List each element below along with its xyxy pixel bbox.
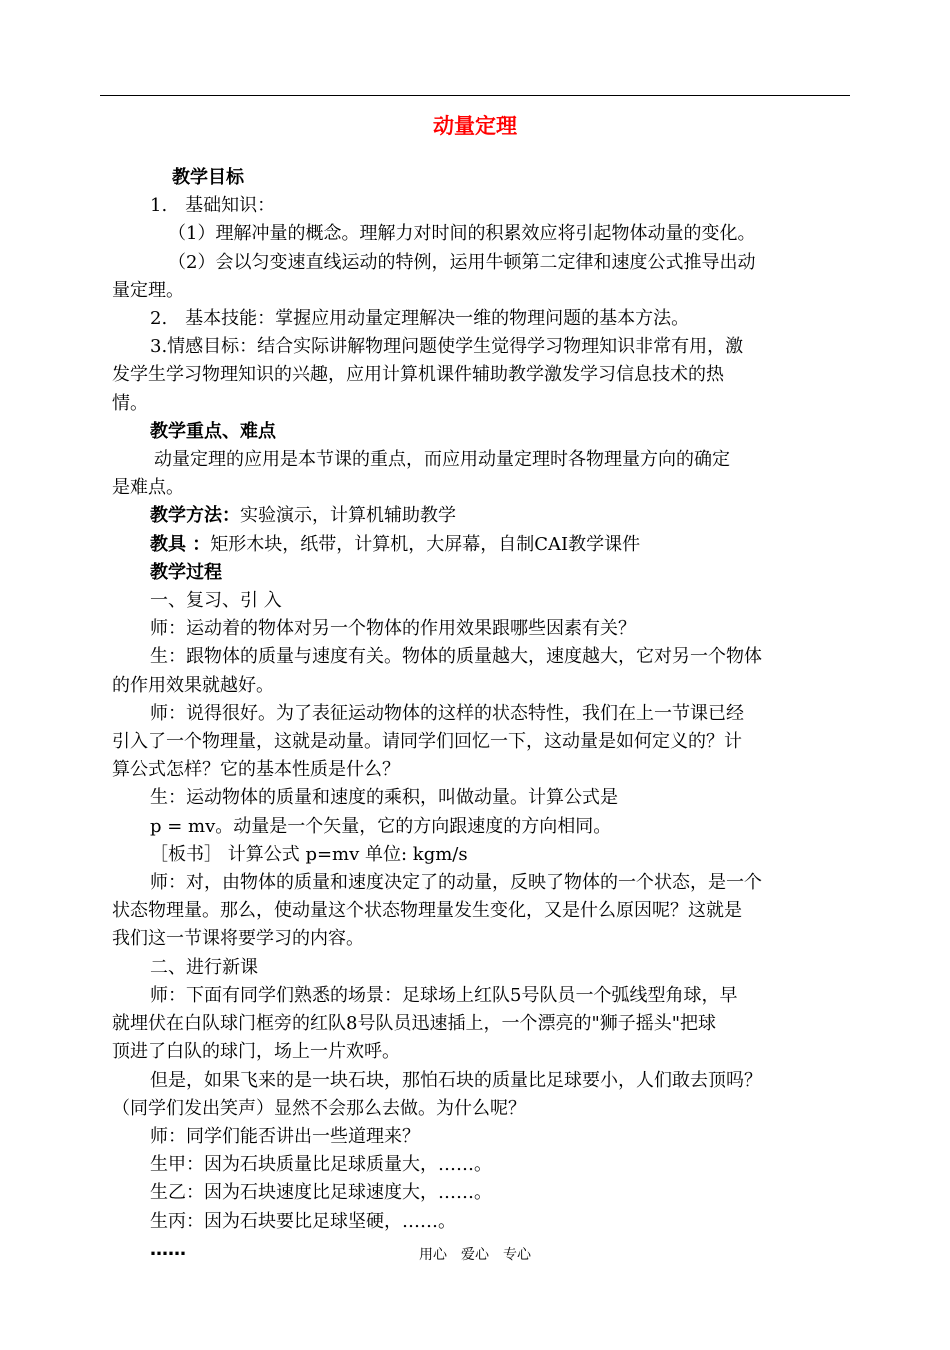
paragraph-line: 状态物理量。那么，使动量这个状态物理量发生变化，又是什么原因呢？这就是 [112, 900, 742, 922]
label-teaching-aids: 教具 ： [150, 533, 211, 555]
paragraph-line: 师：运动着的物体对另一个物体的作用效果跟哪些因素有关？ [150, 618, 636, 640]
paragraph-line: 生甲：因为石块质量比足球质量大，……。 [150, 1154, 492, 1176]
paragraph-line: p = mv。动量是一个矢量，它的方向跟速度的方向相同。 [150, 815, 612, 837]
paragraph-line: 是难点。 [112, 477, 184, 499]
page-title: 动量定理 [433, 114, 517, 138]
paragraph-line: 生乙：因为石块速度比足球速度大，……。 [150, 1182, 492, 1204]
paragraph-line: 师：同学们能否讲出一些道理来？ [150, 1125, 420, 1147]
paragraph-line: 生丙：因为石块要比足球坚硬，……。 [150, 1210, 456, 1232]
section-heading-process: 教学过程 [150, 561, 222, 583]
page-footer: 用心 爱心 专心 [419, 1247, 531, 1263]
paragraph-line: 一、复习、引 入 [150, 590, 282, 612]
paragraph-line: 算公式怎样？它的基本性质是什么？ [112, 759, 400, 781]
paragraph-line: 顶进了白队的球门，场上一片欢呼。 [112, 1041, 400, 1063]
paragraph-line: 但是，如果飞来的是一块石块，那怕石块的质量比足球要小，人们敢去顶吗？ [150, 1069, 762, 1091]
paragraph-line: 2. 基本技能：掌握应用动量定理解决一维的物理问题的基本方法。 [150, 308, 690, 330]
section-heading-objectives: 教学目标 [172, 167, 244, 188]
paragraph-line: 1. 基础知识： [150, 195, 276, 217]
document-body [112, 164, 838, 1264]
paragraph-line: 师：说得很好。为了表征运动物体的这样的状态特性，我们在上一节课已经 [150, 702, 744, 724]
value-teaching-method: 实验演示，计算机辅助教学 [240, 505, 456, 527]
paragraph-line: （1）理解冲量的概念。理解力对时间的积累效应将引起物体动量的变化。 [168, 223, 756, 245]
header-rule [100, 95, 850, 96]
paragraph-line: （2）会以匀变速直线运动的特例，运用牛顿第二定律和速度公式推导出动 [168, 251, 756, 273]
paragraph-line: ［板书］ 计算公式 p=mv 单位: kgm/s [150, 843, 468, 865]
section-heading-keypoints: 教学重点、难点 [150, 420, 276, 442]
value-teaching-aids: 矩形木块，纸带，计算机，大屏幕，自制CAI教学课件 [210, 533, 641, 555]
paragraph-line: 师：下面有同学们熟悉的场景：足球场上红队5号队员一个弧线型角球，早 [150, 984, 738, 1006]
paragraph-line: …… [150, 1238, 186, 1260]
paragraph-line: 师：对，由物体的质量和速度决定了的动量，反映了物体的一个状态，是一个 [150, 872, 762, 894]
paragraph-line: 3.情感目标：结合实际讲解物理问题使学生觉得学习物理知识非常有用，激 [150, 336, 744, 358]
paragraph-line: 发学生学习物理知识的兴趣，应用计算机课件辅助教学激发学习信息技术的热 [112, 364, 724, 386]
paragraph-line: 我们这一节课将要学习的内容。 [112, 928, 364, 950]
paragraph-line: （同学们发出笑声）显然不会那么去做。为什么呢？ [112, 1097, 526, 1119]
paragraph-line: 二、进行新课 [150, 956, 258, 978]
paragraph-line: 引入了一个物理量，这就是动量。请同学们回忆一下，这动量是如何定义的？计 [112, 731, 742, 753]
paragraph-line: 生：运动物体的质量和速度的乘积，叫做动量。计算公式是 [150, 787, 618, 809]
paragraph-line: 生：跟物体的质量与速度有关。物体的质量越大，速度越大，它对另一个物体 [150, 646, 762, 668]
label-teaching-method: 教学方法： [150, 505, 240, 527]
paragraph-line: 的作用效果就越好。 [112, 674, 274, 696]
paragraph-line [112, 531, 838, 559]
paragraph-line: 动量定理的应用是本节课的重点，而应用动量定理时各物理量方向的确定 [154, 449, 730, 471]
paragraph-line: 量定理。 [112, 279, 184, 301]
paragraph-line: 情。 [112, 392, 148, 414]
paragraph-line [112, 502, 838, 530]
paragraph-line: 就埋伏在白队球门框旁的红队8号队员迅速插上，一个漂亮的"狮子摇头"把球 [112, 1013, 717, 1035]
